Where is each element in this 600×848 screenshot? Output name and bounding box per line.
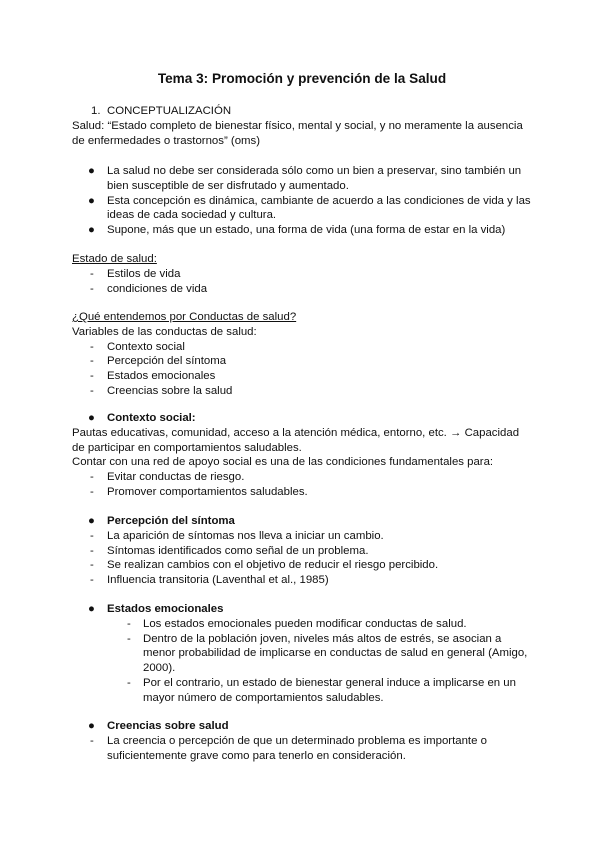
dash-icon: - [90,734,94,747]
creencias-list [72,734,532,764]
section-heading: ● Contexto social: [88,412,196,424]
list-item: - Los estados emocionales pueden modificar conductas de salud. [127,617,467,630]
contexto-paragraph: Pautas educativas, comunidad, acceso a la atención médica, entorno, etc. → Capacidad de participar en comportamientos saludables. [72,426,520,454]
salud-definition: Salud: “Estado completo de bienestar físico, mental y social, y no meramente la ausencia de enfermedades o trastornos” (oms) [72,119,523,147]
section-conceptualizacion [72,104,532,148]
dash-icon: - [90,267,94,280]
section-heading: ● Creencias sobre salud [88,720,229,732]
section-heading: ● Estados emocionales [88,603,224,615]
dash-icon: - [90,544,94,557]
dash-icon: - [90,384,94,397]
bullet-icon: ● [88,412,95,424]
list-item: - La creencia o percepción de que un determinado problema es importante o suficientemente grave como para tenerlo en consideración. [90,734,487,762]
list-item: ● Esta concepción es dinámica, cambiante de acuerdo a las condiciones de vida y las ideas de cada sociedad y cultura. [88,194,531,222]
list-item: ● Supone, más que un estado, una forma de vida (una forma de estar en la vida) [88,224,506,237]
list-item: - Percepción del síntoma [90,355,227,368]
heading-number: 1. [91,105,101,117]
list-item: - Se realizan cambios con el objetivo de reducir el riesgo percibido. [90,559,439,572]
emocionales-heading-list [72,602,532,617]
list-item: - Por el contrario, un estado de bienestar general induce a implicarse en un mayor número de comportamientos saludables. [127,676,516,704]
bullet-icon: ● [88,603,95,615]
bullet-icon: ● [88,720,95,732]
dash-icon: - [90,574,94,587]
list-item: - Estilos de vida [90,267,181,280]
list-item: - La aparición de síntomas nos lleva a iniciar un cambio. [90,529,384,542]
dash-icon: - [90,471,94,484]
list-item: - Contexto social [90,340,185,353]
section-emocionales [72,602,532,706]
section-contexto-social [72,411,532,500]
conductas-list [72,340,532,399]
list-item: - condiciones de vida [90,282,208,295]
dash-icon: - [90,355,94,368]
bullet-icon: ● [88,165,95,177]
section-heading: ● Percepción del síntoma [88,515,235,527]
list-item: - Síntomas identificados como señal de un problema. [90,544,369,557]
dash-icon: - [127,632,131,645]
section-percepcion [72,514,532,588]
dash-icon: - [90,370,94,383]
bullet-icon: ● [88,224,95,237]
contexto-paragraph-2: Contar con una red de apoyo social es una de las condiciones fundamentales para: [72,456,494,469]
section-creencias [72,719,532,763]
list-item: - Evitar conductas de riesgo. [90,471,245,484]
estado-heading: Estado de salud: [72,253,157,265]
salud-bullet-list [72,164,532,238]
percepcion-list [72,529,532,588]
dash-icon: - [127,617,131,630]
dash-icon: - [90,559,94,572]
creencias-heading-list [72,719,532,734]
emocionales-list [72,617,532,706]
conductas-intro: Variables de las conductas de salud: [72,325,257,338]
list-item: - Creencias sobre la salud [90,384,233,397]
contexto-heading-list [72,411,532,426]
dash-icon: - [90,485,94,498]
list-item: - Influencia transitoria (Laventhal et al., 1985) [90,574,329,587]
page-title: Tema 3: Promoción y prevención de la Salud [157,71,447,86]
list-item: - Estados emocionales [90,370,216,383]
section-estado-salud [72,252,532,296]
list-item: - Dentro de la población joven, niveles más altos de estrés, se asocian a menor probabilidad de implicarse en conductas de salud en general (Amigo, 2000). [127,632,528,675]
percepcion-heading-list [72,514,532,529]
estado-list [72,267,532,297]
section-conductas [72,310,532,399]
heading-text: CONCEPTUALIZACIÓN [107,105,232,117]
dash-icon: - [90,340,94,353]
conductas-heading: ¿Qué entendemos por Conductas de salud? [72,311,297,323]
list-item: - Promover comportamientos saludables. [90,485,308,498]
numbered-heading [72,104,532,119]
dash-icon: - [90,282,94,295]
bullet-icon: ● [88,515,95,527]
contexto-list [72,470,532,500]
dash-icon: - [90,529,94,542]
list-item: ● La salud no debe ser considerada sólo como un bien a preservar, sino también un bien susceptible de ser disfrutado y aumentado. [88,165,522,192]
dash-icon: - [127,676,131,689]
bullet-icon: ● [88,194,95,207]
